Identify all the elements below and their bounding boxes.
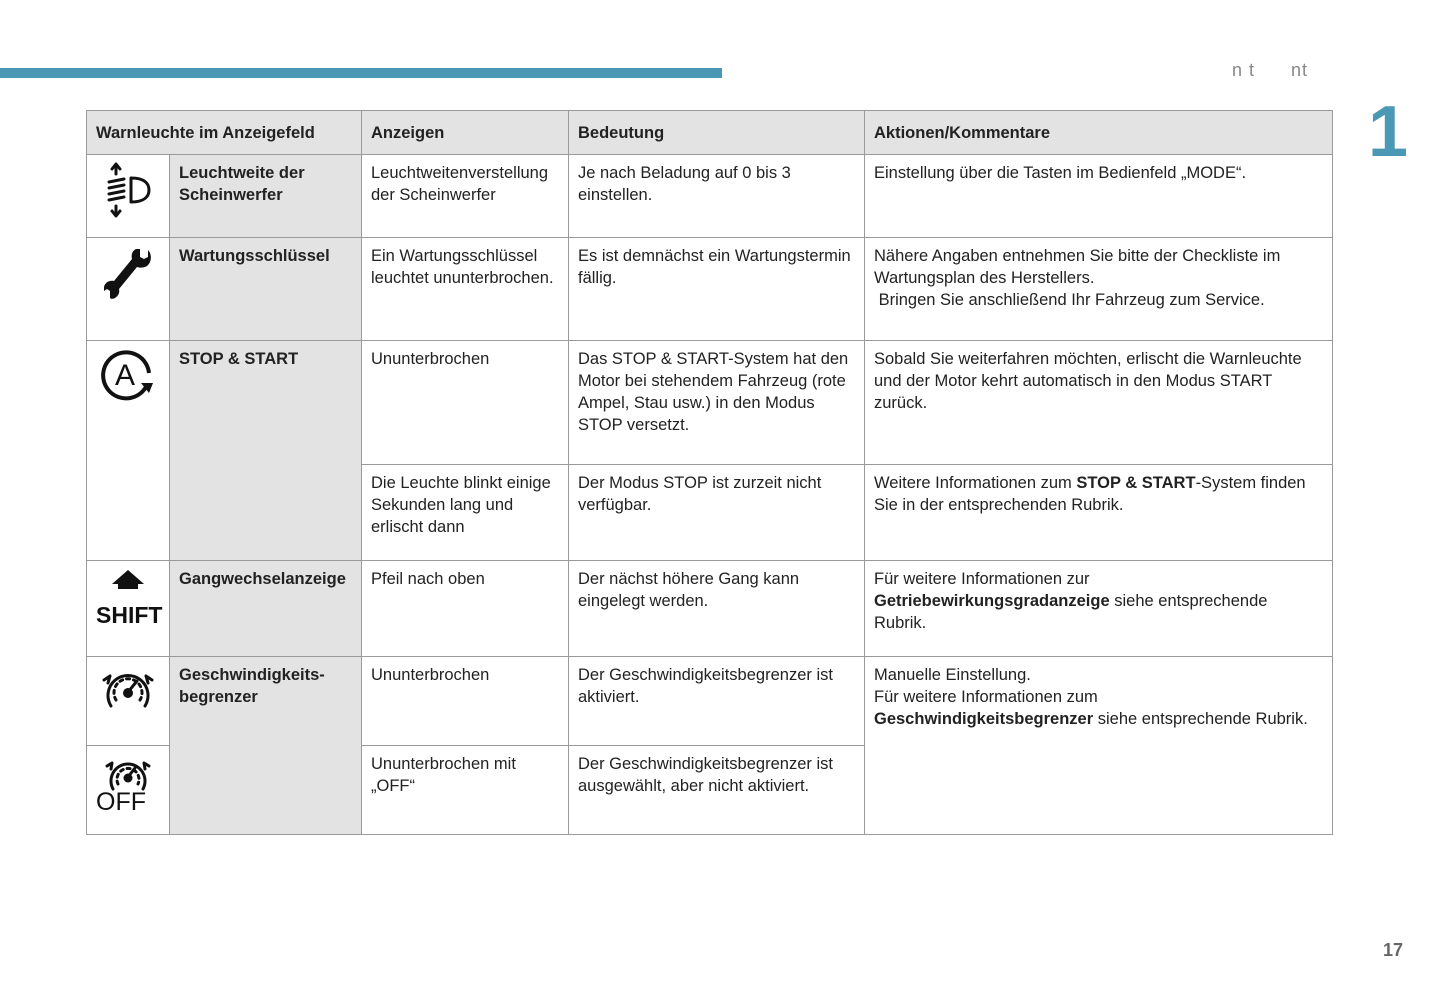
aktionen-cell: [865, 561, 1333, 657]
table-row: [87, 657, 1333, 746]
table-row: [87, 341, 1333, 465]
icon-cell: [87, 341, 170, 561]
aktionen-cell: [865, 465, 1333, 561]
stop-start-auto-icon: [97, 347, 159, 403]
aktionen-bold-text: STOP & START: [1076, 474, 1196, 492]
warning-name: Wartungsschlüssel: [170, 238, 362, 341]
wrench-icon: [103, 245, 153, 301]
icon-cell: [87, 155, 170, 238]
anzeigen-cell: Die Leuchte blinkt einige Sekunden lang und erlischt dann: [362, 465, 569, 561]
aktionen-text-1: Nähere Angaben entnehmen Sie bitte der Checkliste im Wartungsplan des Herstellers.: [874, 247, 1281, 287]
aktionen-bold-text: Getriebewirkungsgradanzeige: [874, 592, 1110, 610]
aktionen-text-2: Bringen Sie anschließend Ihr Fahrzeug zum Service.: [874, 291, 1265, 309]
headlamp-beam-adjust-icon: [103, 162, 153, 218]
col-header-anzeigen: Anzeigen: [362, 111, 569, 155]
bedeutung-cell: Der Geschwindigkeitsbegrenzer ist aktiviert.: [569, 657, 865, 746]
warning-name: Geschwindigkeits-begrenzer: [170, 657, 362, 835]
table-row: [87, 238, 1333, 341]
bedeutung-cell: Der Geschwindigkeitsbegrenzer ist ausgewählt, aber nicht aktiviert.: [569, 746, 865, 835]
shift-icon-text: SHIFT: [96, 602, 163, 628]
icon-cell: [87, 657, 170, 746]
icon-cell: [87, 238, 170, 341]
warning-name: Gangwechselanzeige: [170, 561, 362, 657]
warning-name: STOP & START: [170, 341, 362, 561]
anzeigen-cell: Pfeil nach oben: [362, 561, 569, 657]
off-icon-text: OFF: [96, 788, 146, 816]
aktionen-cell: [865, 238, 1333, 341]
anzeigen-cell: Leuchtweitenverstellung der Scheinwerfer: [362, 155, 569, 238]
aktionen-cell: Einstellung über die Tasten im Bedienfeld „MODE“.: [865, 155, 1333, 238]
table-header-row: [87, 111, 1333, 155]
aktionen-text: Für weitere Informationen zur: [874, 570, 1090, 588]
bedeutung-cell: Je nach Beladung auf 0 bis 3 einstellen.: [569, 155, 865, 238]
anzeigen-cell: Ununterbrochen: [362, 657, 569, 746]
aktionen-text: siehe entsprechende Rubrik.: [1093, 710, 1308, 728]
table-row: [87, 561, 1333, 657]
running-title: n t nt: [1232, 60, 1309, 80]
anzeigen-cell: Ununterbrochen: [362, 341, 569, 465]
aktionen-text-1: Manuelle Einstellung.: [874, 666, 1031, 684]
anzeigen-cell: Ein Wartungsschlüssel leuchtet ununterbrochen.: [362, 238, 569, 341]
icon-cell: [87, 561, 170, 657]
anzeigen-cell: Ununterbrochen mit „OFF“: [362, 746, 569, 835]
chapter-number: 1: [1368, 92, 1409, 172]
col-header-bedeutung: Bedeutung: [569, 111, 865, 155]
aktionen-cell: Sobald Sie weiterfahren möchten, erlischt die Warnleuchte und der Motor kehrt automatisch in den Modus START zurück.: [865, 341, 1333, 465]
aktionen-text: Weitere Informationen zum: [874, 474, 1077, 492]
bedeutung-cell: Es ist demnächst ein Wartungstermin fällig.: [569, 238, 865, 341]
svg-text:A: A: [114, 359, 136, 392]
bedeutung-cell: Das STOP & START-System hat den Motor bei stehendem Fahrzeug (rote Ampel, Stau usw.) in den Modus STOP versetzt.: [569, 341, 865, 465]
bedeutung-cell: Der Modus STOP ist zurzeit nicht verfügbar.: [569, 465, 865, 561]
speed-limiter-icon: [101, 664, 155, 716]
icon-cell: [87, 746, 170, 835]
table-row: [87, 155, 1333, 238]
aktionen-text: Für weitere Informationen zum: [874, 688, 1098, 706]
bedeutung-cell: Der nächst höhere Gang kann eingelegt werden.: [569, 561, 865, 657]
warning-name: Leuchtweite der Scheinwerfer: [170, 155, 362, 238]
aktionen-bold-text: Geschwindigkeitsbegrenzer: [874, 710, 1094, 728]
header-accent-bar: [0, 68, 722, 78]
warning-lights-table: [86, 110, 1333, 835]
aktionen-text: -System finden Sie in der entsprechenden Rubrik.: [874, 474, 1306, 514]
col-header-warnleuchte: Warnleuchte im Anzeigefeld: [87, 111, 362, 155]
aktionen-text: siehe entsprechende Rubrik.: [874, 592, 1268, 632]
col-header-aktionen: Aktionen/Kommentare: [865, 111, 1333, 155]
aktionen-cell: [865, 657, 1333, 835]
page-number: 17: [1383, 940, 1404, 960]
